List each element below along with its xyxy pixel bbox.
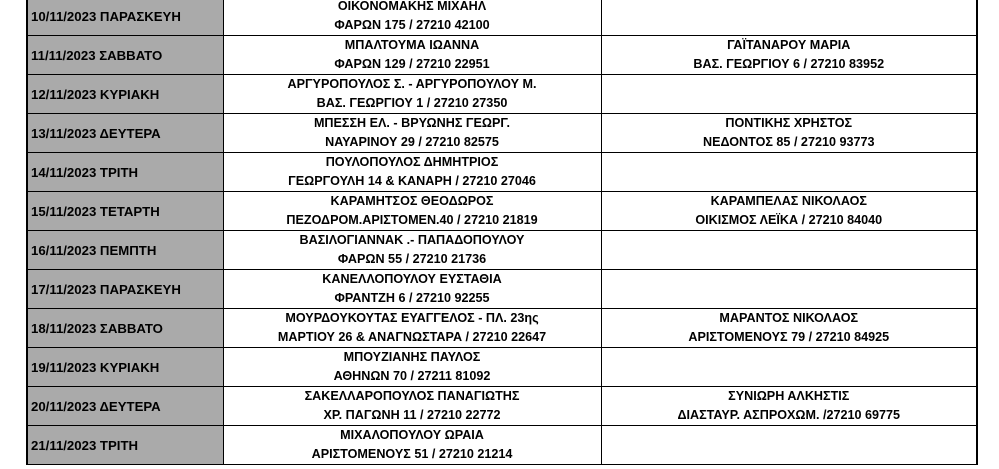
pharmacy-name: ΚΑΡΑΜΗΤΣΟΣ ΘΕΟΔΩΡΟΣ — [330, 194, 494, 208]
pharmacy-name: ΣΑΚΕΛΛΑΡΟΠΟΥΛΟΣ ΠΑΝΑΓΙΩΤΗΣ — [304, 389, 520, 403]
date-cell: 14/11/2023 ΤΡΙΤΗ — [27, 153, 223, 192]
table-row — [27, 0, 977, 36]
extra-pharmacy-cell — [601, 0, 977, 36]
pharmacy-address: ΜΑΡΤΙΟΥ 26 & ΑΝΑΓΝΩΣΤΑΡΑ / 27210 22647 — [277, 330, 547, 344]
pharmacy-address: ΑΡΙΣΤΟΜΕΝΟΥΣ 79 / 27210 84925 — [688, 330, 890, 344]
pharmacy-name: ΜΙΧΑΛΟΠΟΥΛΟΥ ΩΡΑΙΑ — [340, 428, 484, 442]
pharmacy-address: ΒΑΣ. ΓΕΩΡΓΙΟΥ 1 / 27210 27350 — [316, 96, 508, 110]
duty-table-body — [27, 0, 977, 465]
date-cell: 13/11/2023 ΔΕΥΤΕΡΑ — [27, 114, 223, 153]
pharmacy-name: ΚΑΡΑΜΠΕΛΑΣ ΝΙΚΟΛΑΟΣ — [710, 194, 867, 208]
pharmacy-address: ΝΑΥΑΡΙΝΟΥ 29 / 27210 82575 — [325, 135, 499, 149]
extra-pharmacy-cell — [601, 231, 977, 270]
table-row — [27, 75, 977, 114]
duty-pharmacy-cell — [223, 231, 601, 270]
pharmacy-name: ΜΠΟΥΖΙΑΝΗΣ ΠΑΥΛΟΣ — [343, 350, 481, 364]
pharmacy-duty-table — [26, 0, 978, 465]
date-cell: 21/11/2023 ΤΡΙΤΗ — [27, 426, 223, 465]
pharmacy-name: ΚΑΝΕΛΛΟΠΟΥΛΟΥ ΕΥΣΤΑΘΙΑ — [322, 272, 502, 286]
pharmacy-name: ΜΟΥΡΔΟΥΚΟΥΤΑΣ ΕΥΑΓΓΕΛΟΣ - ΠΛ. 23ης — [285, 311, 539, 325]
table-row — [27, 192, 977, 231]
duty-pharmacy-cell — [223, 348, 601, 387]
pharmacy-address: ΧΡ. ΠΑΓΩΝΗ 11 / 27210 22772 — [323, 408, 501, 422]
pharmacy-name: ΠΟΝΤΙΚΗΣ ΧΡΗΣΤΟΣ — [725, 116, 853, 130]
pharmacy-address: ΦΡΑΝΤΖΗ 6 / 27210 92255 — [334, 291, 490, 305]
duty-pharmacy-cell — [223, 114, 601, 153]
pharmacy-name: ΣΥΝΙΩΡΗ ΑΛΚΗΣΤΙΣ — [728, 389, 850, 403]
duty-pharmacy-cell — [223, 387, 601, 426]
pharmacy-name: ΜΑΡΑΝΤΟΣ ΝΙΚΟΛΑΟΣ — [719, 311, 859, 325]
date-cell: 15/11/2023 ΤΕΤΑΡΤΗ — [27, 192, 223, 231]
pharmacy-address: ΒΑΣ. ΓΕΩΡΓΙΟΥ 6 / 27210 83952 — [693, 57, 885, 71]
pharmacy-address: ΦΑΡΩΝ 129 / 27210 22951 — [334, 57, 490, 71]
date-cell: 10/11/2023 ΠΑΡΑΣΚΕΥΗ — [27, 0, 223, 36]
table-row — [27, 114, 977, 153]
extra-pharmacy-cell — [601, 387, 977, 426]
duty-pharmacy-cell — [223, 309, 601, 348]
pharmacy-address: ΠΕΖΟΔΡΟΜ.ΑΡΙΣΤΟΜΕΝ.40 / 27210 21819 — [286, 213, 538, 227]
pharmacy-name: ΓΑΪΤΑΝΑΡΟΥ ΜΑΡΙΑ — [727, 38, 851, 52]
pharmacy-name: ΜΠΑΛΤΟΥΜΑ ΙΩΑΝΝΑ — [344, 38, 480, 52]
table-row — [27, 153, 977, 192]
date-cell: 19/11/2023 ΚΥΡΙΑΚΗ — [27, 348, 223, 387]
table-row — [27, 231, 977, 270]
extra-pharmacy-cell — [601, 426, 977, 465]
extra-pharmacy-cell — [601, 36, 977, 75]
duty-pharmacy-cell — [223, 270, 601, 309]
extra-pharmacy-cell — [601, 309, 977, 348]
document-page — [26, 0, 978, 465]
date-cell: 16/11/2023 ΠΕΜΠΤΗ — [27, 231, 223, 270]
pharmacy-name: ΜΠΕΣΣΗ ΕΛ. - ΒΡΥΩΝΗΣ ΓΕΩΡΓ. — [313, 116, 511, 130]
pharmacy-address: ΔΙΑΣΤΑΥΡ. ΑΣΠΡΟΧΩΜ. /27210 69775 — [677, 408, 901, 422]
pharmacy-address: ΟΙΚΙΣΜΟΣ ΛΕΪΚΑ / 27210 84040 — [695, 213, 883, 227]
table-row — [27, 309, 977, 348]
date-cell: 12/11/2023 ΚΥΡΙΑΚΗ — [27, 75, 223, 114]
pharmacy-address: ΑΡΙΣΤΟΜΕΝΟΥΣ 51 / 27210 21214 — [311, 447, 513, 461]
extra-pharmacy-cell — [601, 192, 977, 231]
pharmacy-address: ΦΑΡΩΝ 55 / 27210 21736 — [337, 252, 487, 266]
extra-pharmacy-cell — [601, 348, 977, 387]
duty-pharmacy-cell — [223, 75, 601, 114]
pharmacy-address: ΓΕΩΡΓΟΥΛΗ 14 & ΚΑΝΑΡΗ / 27210 27046 — [288, 174, 536, 188]
date-cell: 18/11/2023 ΣΑΒΒΑΤΟ — [27, 309, 223, 348]
date-cell: 17/11/2023 ΠΑΡΑΣΚΕΥΗ — [27, 270, 223, 309]
pharmacy-address: ΑΘΗΝΩΝ 70 / 27211 81092 — [333, 369, 491, 383]
pharmacy-name: ΑΡΓΥΡΟΠΟΥΛΟΣ Σ. - ΑΡΓΥΡΟΠΟΥΛΟΥ Μ. — [287, 77, 537, 91]
table-row — [27, 426, 977, 465]
duty-pharmacy-cell — [223, 192, 601, 231]
pharmacy-name: ΟΙΚΟΝΟΜΑΚΗΣ ΜΙΧΑΗΛ — [337, 0, 487, 13]
extra-pharmacy-cell — [601, 153, 977, 192]
duty-pharmacy-cell — [223, 0, 601, 36]
extra-pharmacy-cell — [601, 75, 977, 114]
pharmacy-name: ΠΟΥΛΟΠΟΥΛΟΣ ΔΗΜΗΤΡΙΟΣ — [325, 155, 499, 169]
extra-pharmacy-cell — [601, 270, 977, 309]
pharmacy-address: ΦΑΡΩΝ 175 / 27210 42100 — [334, 18, 490, 32]
pharmacy-address: ΝΕΔΟΝΤΟΣ 85 / 27210 93773 — [703, 135, 875, 149]
table-row — [27, 348, 977, 387]
table-row — [27, 36, 977, 75]
duty-pharmacy-cell — [223, 426, 601, 465]
duty-pharmacy-cell — [223, 36, 601, 75]
date-cell: 20/11/2023 ΔΕΥΤΕΡΑ — [27, 387, 223, 426]
date-cell: 11/11/2023 ΣΑΒΒΑΤΟ — [27, 36, 223, 75]
table-row — [27, 387, 977, 426]
pharmacy-name: ΒΑΣΙΛΟΓΙΑΝΝΑΚ .- ΠΑΠΑΔΟΠΟΥΛΟΥ — [299, 233, 525, 247]
duty-pharmacy-cell — [223, 153, 601, 192]
extra-pharmacy-cell — [601, 114, 977, 153]
table-row — [27, 270, 977, 309]
